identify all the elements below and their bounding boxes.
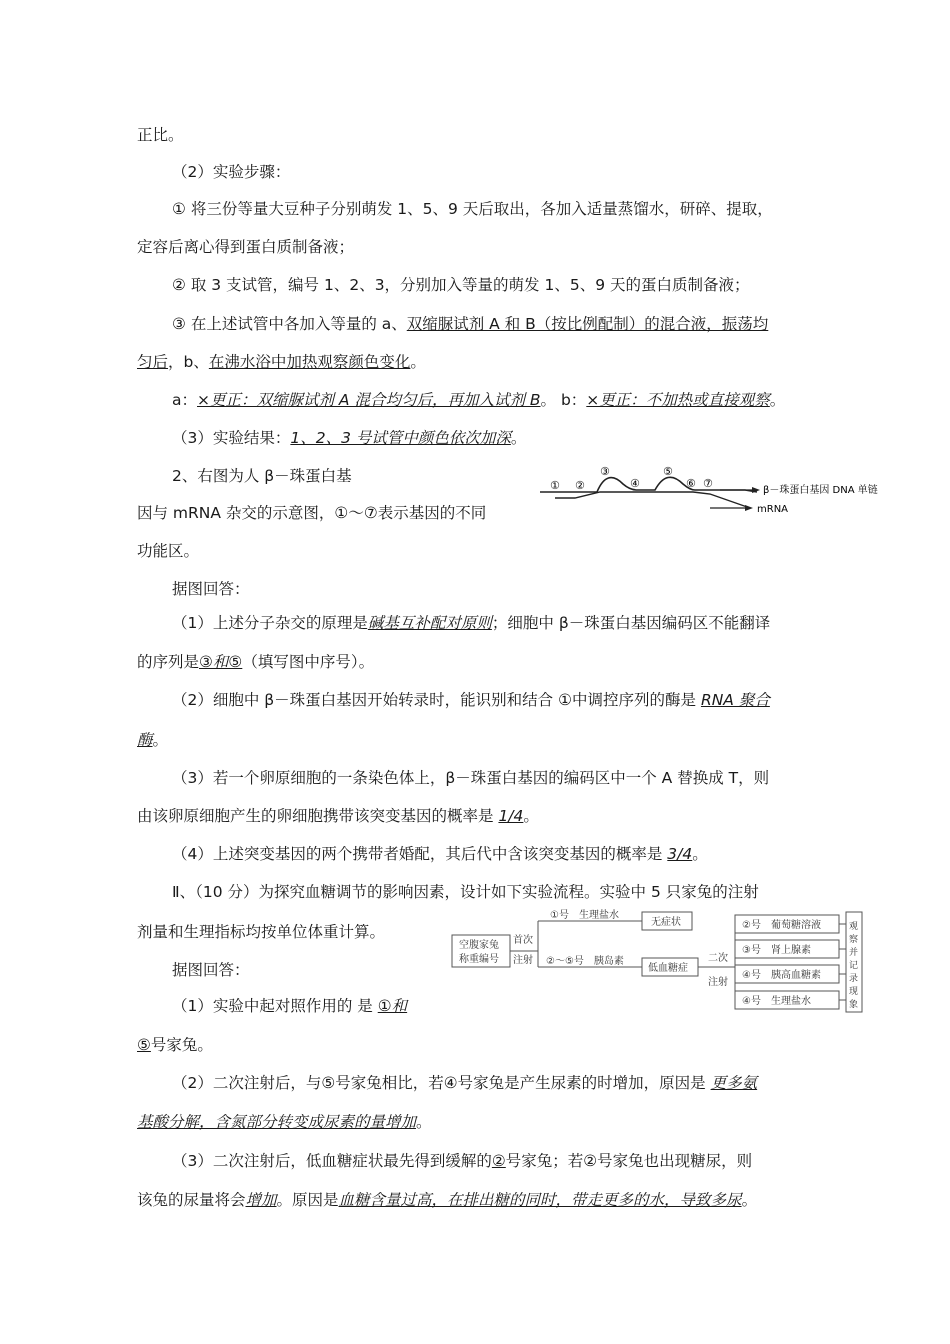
text-line: 因与 mRNA 杂交的示意图，①～⑦表示基因的不同: [137, 504, 487, 522]
text-line: 2、右图为人 β－珠蛋白基: [172, 467, 352, 485]
experiment-flow-diagram: [450, 907, 865, 1017]
text-line: （4）上述突变基因的两个携带者婚配，其后代中含该突变基因的概率是 3/4。: [172, 845, 708, 863]
answer-text: 3/4: [667, 845, 693, 863]
text-line: ③ 在上述试管中各加入等量的 a、双缩脲试剂 A 和 B（按比例配制）的混合液，振荡均: [172, 315, 769, 333]
text-line: ① 将三份等量大豆种子分别萌发 1、5、9 天后取出，各加入适量蒸馏水，研碎、提取，: [172, 200, 773, 218]
second-injection-label: 二次: [708, 953, 728, 964]
text-line: ⑤号家兔。: [137, 1036, 213, 1054]
observe-char: 记: [849, 961, 859, 971]
answer-text: ⑤: [137, 1036, 151, 1054]
text-line: 酶。: [137, 731, 169, 749]
text-line: 据图回答：: [172, 961, 250, 979]
answer-text: RNA 聚合: [700, 691, 770, 709]
text-line: 匀后，b、在沸水浴中加热观察颜色变化。: [137, 353, 426, 371]
second-injection-label: 注射: [708, 977, 728, 988]
region-label: ⑦: [703, 477, 713, 490]
text-line: ② 取 3 支试管，编号 1、2、3，分别加入等量的萌发 1、5、9 天的蛋白质制备液；: [172, 276, 750, 294]
answer-text: 更多氨: [710, 1074, 758, 1092]
text-line: （2）细胞中 β－珠蛋白基因开始转录时，能识别和结合 ①中调控序列的酶是 RNA 聚合: [172, 691, 770, 709]
text-line: 剂量和生理指标均按单位体重计算。: [137, 923, 386, 941]
answer-text: 匀后: [137, 353, 169, 371]
first-injection-label: 首次: [513, 935, 533, 946]
group4-box: ④号 胰高血糖素: [742, 970, 821, 981]
observe-char: 录: [849, 974, 859, 984]
group2-box: ②号 葡萄糖溶液: [742, 920, 821, 931]
observe-char: 观: [849, 922, 859, 932]
region-label: ④: [630, 477, 640, 490]
text-line: （3）二次注射后，低血糖症状最先得到缓解的②号家兔；若②号家兔也出现糖尿，则: [172, 1152, 753, 1170]
text-line: （2）实验步骤：: [172, 163, 291, 181]
dna-label: β－珠蛋白基因 DNA 单链: [763, 485, 878, 496]
answer-text: 血糖含量过高，在排出糖的同时，带走更多的水，导致多尿: [338, 1191, 742, 1209]
text-line: （1）实验中起对照作用的 是 ①和: [172, 997, 408, 1015]
answer-text: 双缩脲试剂 A 和 B（按比例配制）的混合液，振荡均: [406, 315, 769, 333]
answer-text: 基酸分解，含氮部分转变成尿素的量增加: [137, 1113, 417, 1131]
text-line: 该兔的尿量将会增加。原因是血糖含量过高，在排出糖的同时，带走更多的水，导致多尿。: [137, 1191, 758, 1209]
answer-text: ③和⑤: [199, 653, 243, 671]
text-line: 据图回答：: [172, 580, 250, 598]
text-line: Ⅱ、（10 分）为探究血糖调节的影响因素，设计如下实验流程。实验中 5 只家兔的注射: [172, 883, 759, 901]
text-line: 由该卵原细胞产生的卵细胞携带该突变基因的概率是 1/4。: [137, 807, 539, 825]
answer-text: 在沸水浴中加热观察颜色变化: [208, 353, 411, 371]
branch1-label: ①号 生理盐水: [550, 910, 619, 921]
text-line: （3）若一个卵原细胞的一条染色体上，β－珠蛋白基因的编码区中一个 A 替换成 T，则: [172, 769, 770, 787]
answer-text: 增加: [245, 1191, 277, 1209]
group5-box: ④号 生理盐水: [742, 996, 811, 1007]
branch2-label: ②～⑤号 胰岛素: [546, 956, 624, 967]
text-line: 基酸分解，含氮部分转变成尿素的量增加。: [137, 1113, 432, 1131]
region-label: ①: [550, 479, 560, 492]
answer-text: ×更正：不加热或直接观察: [586, 391, 770, 409]
region-label: ③: [600, 465, 610, 478]
dna-mrna-hybrid-diagram: [535, 462, 880, 524]
text-line: 功能区。: [137, 542, 200, 560]
region-label: ⑤: [663, 465, 673, 478]
answer-text: 酶: [137, 731, 153, 749]
no-symptom-box: 无症状: [651, 917, 681, 928]
observe-char: 并: [849, 948, 859, 958]
region-label: ⑥: [686, 477, 696, 490]
start-box-line2: 称重编号: [459, 954, 499, 965]
mrna-label: mRNA: [757, 504, 789, 515]
text-line: （3）实验结果：1、2、3 号试管中颜色依次加深。: [172, 429, 527, 447]
answer-text: 1、2、3 号试管中颜色依次加深: [290, 429, 511, 447]
answer-text: ①和: [377, 997, 408, 1015]
text-line: 定容后离心得到蛋白质制备液；: [137, 238, 355, 256]
text-line: 的序列是③和⑤（填写图中序号）。: [137, 653, 375, 671]
hypoglycemia-box: 低血糖症: [648, 963, 688, 974]
text-line: （1）上述分子杂交的原理是碱基互补配对原则；细胞中 β－珠蛋白基因编码区不能翻译: [172, 614, 771, 632]
start-box-line1: 空腹家兔: [459, 940, 499, 951]
text-line: （2）二次注射后，与⑤号家兔相比，若④号家兔是产生尿素的时增加，原因是 更多氨: [172, 1074, 758, 1092]
observe-char: 现: [849, 987, 859, 997]
group3-box: ③号 肾上腺素: [742, 945, 811, 956]
region-label: ②: [575, 479, 585, 492]
first-injection-label: 注射: [513, 955, 533, 966]
answer-text: 1/4: [498, 807, 524, 825]
text-line: 正比。: [137, 126, 184, 144]
observe-char: 象: [849, 1000, 859, 1010]
observe-char: 察: [849, 935, 859, 945]
answer-text: 碱基互补配对原则: [367, 614, 492, 632]
answer-text: ②: [491, 1152, 506, 1170]
text-line: a：×更正：双缩脲试剂 A 混合均匀后，再加入试剂 B。 b：×更正：不加热或直接观察。: [172, 391, 786, 409]
answer-text: ×更正：双缩脲试剂 A 混合均匀后，再加入试剂 B: [197, 391, 541, 409]
